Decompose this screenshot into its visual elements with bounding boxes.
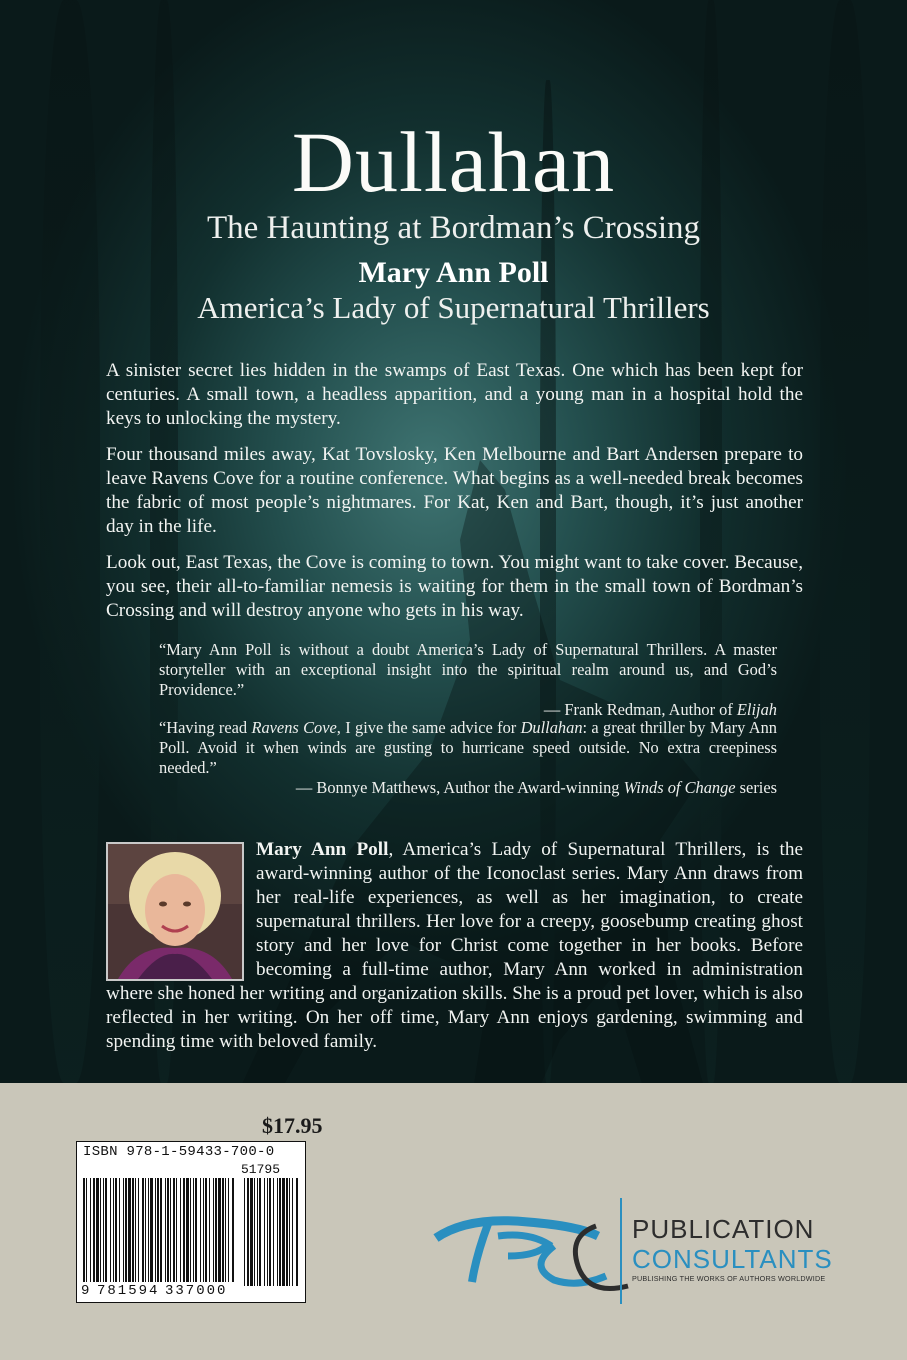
barcode-bar — [125, 1178, 127, 1282]
barcode-bar — [228, 1178, 229, 1282]
barcode-bar — [247, 1178, 249, 1286]
barcode-bars — [77, 1178, 305, 1288]
barcode-bar — [225, 1178, 226, 1282]
barcode-bar — [183, 1178, 185, 1282]
author-name: Mary Ann Poll — [358, 256, 549, 289]
barcode-bar — [195, 1178, 197, 1282]
barcode-bar — [135, 1178, 136, 1282]
barcode-bar — [209, 1178, 210, 1282]
quote-text: , I give the same advice for — [336, 718, 521, 737]
barcode-bar — [86, 1178, 87, 1282]
barcode-bar — [100, 1178, 101, 1282]
barcode-bar — [110, 1178, 111, 1282]
barcode-bar — [157, 1178, 159, 1282]
blurb-paragraph: A sinister secret lies hidden in the swamps of East Texas. One which has been kept for centuries. A small town, a headless apparition, and a young man in a hospital hold the keys to unlocking the mystery. — [106, 360, 803, 429]
barcode-bar — [269, 1178, 271, 1286]
barcode-bar — [142, 1178, 144, 1282]
barcode-bar — [215, 1178, 217, 1282]
barcode-digits: 337000 — [165, 1283, 228, 1299]
barcode-bar — [200, 1178, 201, 1282]
quote-text: : a great thriller by Mary Ann Poll. Avoid it when winds are gusting to hurricane speed outside. No extra creepiness needed.” — [159, 718, 777, 777]
barcode-bar — [103, 1178, 104, 1282]
publisher-name-line1: PUBLICATION — [632, 1214, 815, 1244]
attribution-book-title: Winds of Change — [623, 778, 736, 797]
barcode-bar — [119, 1178, 120, 1282]
barcode-bar — [286, 1178, 288, 1286]
barcode-bar — [282, 1178, 285, 1286]
barcode-digits: 781594 — [97, 1283, 160, 1299]
barcode-bar — [257, 1178, 258, 1286]
book-subtitle: The Haunting at Bordman’s Crossing — [206, 210, 701, 246]
quote-attribution — [159, 700, 777, 720]
barcode-bar — [145, 1178, 146, 1282]
barcode-bar — [176, 1178, 177, 1282]
barcode-bar — [165, 1178, 166, 1282]
barcode-bar — [150, 1178, 153, 1282]
barcode-bar — [190, 1178, 191, 1282]
barcode-bar — [155, 1178, 156, 1282]
blurb-paragraph: Look out, East Texas, the Cove is coming to town. You might want to take cover. Because, you see, their all-to-familiar nemesis is waiting for them in the small town of Bordman’s Crossing and will destroy anyone who gets in his way. — [106, 552, 803, 621]
isbn-barcode — [76, 1141, 306, 1303]
barcode-bar — [113, 1178, 114, 1282]
blurb-paragraph: Four thousand miles away, Kat Tovslosky, Ken Melbourne and Bart Andersen prepare to leave Ravens Cove for a routine conference. What begins as a well-needed break becomes the fabric of most people’s nightmares. For Kat, Ken and Bart, though, it’s just another day in the life. — [106, 444, 803, 537]
review-quote — [159, 718, 777, 798]
barcode-bar — [279, 1178, 281, 1286]
barcode-bar — [90, 1178, 91, 1282]
barcode-bar — [259, 1178, 261, 1286]
barcode-bar — [277, 1178, 278, 1286]
barcode-bar — [148, 1178, 149, 1282]
isbn-text: ISBN 978-1-59433-700-0 — [83, 1144, 275, 1160]
barcode-bar — [254, 1178, 255, 1286]
barcode-bar — [205, 1178, 207, 1282]
barcode-bar — [123, 1178, 124, 1282]
review-quote — [159, 640, 777, 720]
barcode-bar — [186, 1178, 189, 1282]
barcode-bar — [218, 1178, 221, 1282]
publisher-slogan: PUBLISHING THE WORKS OF AUTHORS WORLDWIDE — [632, 1274, 826, 1283]
price: $17.95 — [262, 1113, 323, 1138]
barcode-bar — [180, 1178, 181, 1282]
quote-attribution — [159, 778, 777, 798]
barcode-bar — [138, 1178, 139, 1282]
barcode-bar — [93, 1178, 95, 1282]
attribution-text: — Frank Redman, Author of — [543, 700, 737, 719]
barcode-bar — [292, 1178, 293, 1286]
barcode-bar — [203, 1178, 204, 1282]
barcode-bar — [264, 1178, 265, 1286]
author-bio — [106, 838, 803, 1054]
barcode-bar — [170, 1178, 171, 1282]
publisher-name-line2: CONSULTANTS — [632, 1244, 833, 1274]
barcode-bar — [250, 1178, 253, 1286]
barcode-digits: 9 — [81, 1283, 90, 1299]
quote-text: “Mary Ann Poll is without a doubt America’s Lady of Supernatural Thrillers. A master storyteller with an exceptional insight into the spiritual realm around us, and God’s Providence.” — [159, 640, 777, 699]
barcode-bar — [83, 1178, 85, 1282]
barcode-bar — [267, 1178, 268, 1286]
book-title: Dullahan — [291, 114, 616, 210]
barcode-bar — [273, 1178, 274, 1286]
quote-book-title: Dullahan — [520, 718, 583, 737]
barcode-bar — [160, 1178, 162, 1282]
barcode-bar — [115, 1178, 117, 1282]
barcode-bar — [244, 1178, 245, 1286]
author-tagline: America’s Lady of Supernatural Thrillers — [197, 290, 710, 325]
barcode-addon-number: 51795 — [241, 1162, 281, 1177]
barcode-bar — [96, 1178, 99, 1282]
barcode-bar — [222, 1178, 224, 1282]
quote-text: “Having read — [159, 718, 252, 737]
barcode-bar — [105, 1178, 107, 1282]
barcode-bar — [213, 1178, 214, 1282]
bio-text: , America’s Lady of Supernatural Thrillers, is the award-winning author of the Iconoclast series. Mary Ann draws from her real-life experiences, as well as her imagination, to create supernatural thrillers. Her love for a creepy, goosebump creating ghost story and her love for Christ come together in her books. Before becoming a full-time author, Mary Ann worked in administration where she honed her writing and organization skills. She is a proud pet lover, which is also reflected in her writing. On her off time, Mary Ann enjoys gardening, swimming and spending time with beloved family. — [106, 839, 803, 1052]
barcode-bar — [232, 1178, 234, 1282]
quote-book-title: Ravens Cove — [251, 718, 337, 737]
barcode-bar — [167, 1178, 169, 1282]
barcode-bar — [128, 1178, 131, 1282]
attribution-text: — Bonnye Matthews, Author the Award-winning — [295, 778, 624, 797]
attribution-book-title: Elijah — [736, 700, 777, 719]
barcode-bar — [132, 1178, 134, 1282]
barcode-bar — [173, 1178, 175, 1282]
attribution-text: series — [735, 778, 777, 797]
barcode-bar — [193, 1178, 194, 1282]
barcode-bar — [296, 1178, 298, 1286]
barcode-bar — [289, 1178, 290, 1286]
bio-author-name: Mary Ann Poll — [256, 839, 389, 860]
